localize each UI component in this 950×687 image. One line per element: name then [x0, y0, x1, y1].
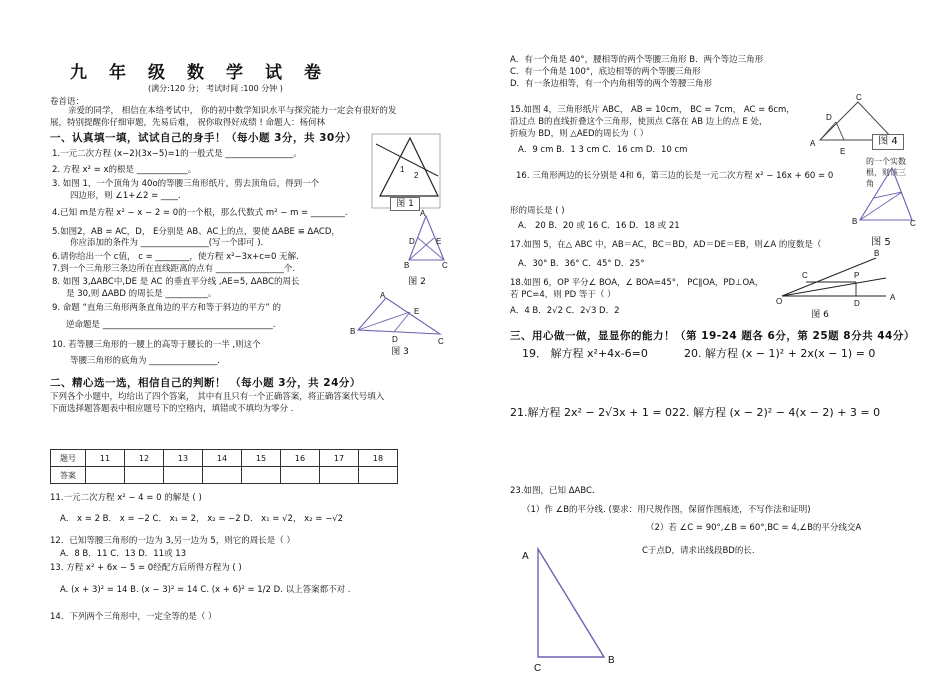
q13-options: A. (x + 3)² = 14 B. (x − 3)² = 14 C. (x + 6)² = 1/2 D. 以上答案都不对 . — [60, 585, 351, 595]
q16-line-2: 形的周长是 ( ) — [510, 206, 565, 216]
figure-4-label-c: C — [856, 93, 862, 102]
table-cell: 15 — [242, 450, 281, 467]
figure-1-cut-line — [376, 144, 438, 176]
answer-cell[interactable] — [86, 467, 125, 484]
figure-3-label-b: B — [350, 327, 356, 336]
figure-6-label-a: A — [890, 293, 896, 302]
q12-options: A．8 B．11 C．13 D．11或 13 — [60, 549, 187, 559]
table-cell: 题号 — [51, 450, 86, 467]
preface-line-1: 亲爱的同学， 相信在本络考试中， 你的初中数学知识水平与探究能力一定会有很好的发 — [68, 106, 397, 116]
q16-options: A． 20 B．20 或 16 C．16 D．18 或 21 — [518, 221, 680, 231]
q23-triangle-diagram — [518, 545, 628, 680]
section3-heading: 三、用心做一做，显显你的能力！（第 19-24 题各 6分，第 25题 8分共 44分） — [510, 330, 915, 342]
q8-line-1: 8. 如图 3,ΔABC中,DE 是 AC 的垂直平分线 ,AE=5, ΔABC的周长 — [52, 277, 300, 287]
figure-6-label-c: C — [802, 271, 808, 280]
q5-line-2: 你应添加的条件为 ________________(写一个即可 ). — [70, 238, 264, 248]
preface-line-2: 展，特别提醒你仔细审题，先易后难， 祝你取得好成绩 ! 命题人：杨何林 — [50, 118, 326, 128]
q12: 12．已知等腰三角形的一边为 3,另一边为 5，则它的周长是（ ） — [50, 536, 295, 546]
q7: 7.到一个三角形三条边所在直线距离的点有 ________________个. — [52, 264, 296, 274]
section1-heading: 一、认真填一填，试试自己的身手！（每小题 3分，共 30分） — [50, 132, 357, 144]
figure-5-caption: 图 5 — [866, 236, 896, 250]
q8-line-2: 是 30,则 ΔABD 的周长是 __________。 — [66, 289, 217, 299]
figure-5-label-b: B — [852, 217, 858, 226]
section2-intro-2: 下面选择题答题表中相应题号下的空格内，填错或不填均为零分 . — [50, 404, 294, 414]
q1: 1.一元二次方程 (x−2)(3x−5)=1的一般式是 ________________。 — [52, 149, 302, 159]
figure-4-label-e: E — [840, 147, 846, 156]
answer-cell[interactable] — [320, 467, 359, 484]
figure-2-label-a: A — [420, 209, 426, 218]
preface-label: 卷首语： — [50, 97, 85, 107]
q13: 13. 方程 x² + 6x − 5 = 0经配方后所得方程为 ( ) — [50, 563, 242, 573]
q18-options: A．4 B．2√2 C．2√3 D．2 — [510, 306, 620, 316]
exam-meta: (满分:120 分； 考试时间 :100 分钟 ) — [148, 84, 283, 93]
figure-4-segment-de — [836, 122, 844, 140]
figure-6-label-o: O — [776, 297, 783, 306]
figure-5-label-c: C — [910, 219, 916, 228]
table-cell: 13 — [164, 450, 203, 467]
figure-3-label-a: A — [380, 291, 386, 300]
table-cell: 12 — [125, 450, 164, 467]
q21: 21.解方程 2x² − 2√3x + 1 = 0 — [510, 406, 673, 419]
figure-3-label-d: D — [392, 335, 398, 344]
q23-label-c: C — [534, 663, 542, 674]
answer-table-header-row — [51, 450, 398, 467]
answer-table — [50, 449, 398, 484]
answer-cell[interactable] — [242, 467, 281, 484]
figure-3-label-e: E — [414, 307, 420, 316]
figure-6-ray-ob — [782, 258, 876, 296]
q10-line-1: 10. 若等腰三角形的一腰上的高等于腰长的一半 ,则这个 — [52, 340, 261, 350]
figure-6-label-p: P — [854, 271, 860, 280]
q20: 20. 解方程 (x − 1)² + 2x(x − 1) = 0 — [684, 347, 876, 360]
figure-4-label-d: D — [826, 113, 832, 122]
table-cell: 16 — [281, 450, 320, 467]
figure-4-label-a: A — [810, 139, 816, 148]
figure-2-caption: 图 2 — [403, 276, 431, 289]
q14: 14．下列两个三角形中，一定全等的是（ ） — [50, 612, 217, 622]
answer-cell[interactable] — [164, 467, 203, 484]
table-cell: 11 — [86, 450, 125, 467]
figure-2-label-d: D — [409, 237, 415, 246]
figure-5-triangle — [860, 168, 912, 220]
figure-1-caption: 图 1 — [390, 197, 420, 211]
q16: 16. 三角形两边的长分别是 4和 6，第三边的长是一元二次方程 x² − 16x + 60 = 0 — [516, 171, 834, 181]
q23: 23.如图，已知 ΔABC． — [510, 486, 601, 496]
figure-1-triangle — [380, 138, 438, 196]
figure-6-label-d: D — [854, 299, 860, 308]
q23-part-1: （1）作 ∠B的平分线. (要求：用尺规作图，保留作图痕迹，不写作法和证明) — [522, 505, 811, 515]
table-cell: 14 — [203, 450, 242, 467]
q11-options: A． x = 2 B． x = −2 C． x₁ = 2， x₂ = −2 D． x₁ = √2， x₂ = −√2 — [60, 514, 344, 524]
figure-1-angle-1: 1 — [400, 165, 405, 174]
table-cell: 18 — [359, 450, 398, 467]
q10-line-2: 等腰三角形的底角为 ________________. — [70, 356, 220, 366]
q4: 4.已知 m是方程 x² − x − 2 = 0的一个根，那么代数式 m² − m = ________. — [52, 208, 348, 218]
figure-2-label-b: B — [404, 261, 410, 270]
figure-1-angle-2: 2 — [414, 171, 419, 180]
q5-line-1: 5.如图2，AB = AC，D， E分别是 AB、AC上的点，要使 ΔABE ≌ ΔACD， — [52, 227, 340, 237]
figure-6-label-b: B — [874, 249, 880, 258]
q15-line-2: 沿过点 B的直线折叠这个三角形，使顶点 C落在 AB 边上的点 E 处， — [510, 117, 768, 127]
answer-cell[interactable] — [359, 467, 398, 484]
q23-part-2: （2）若 ∠C = 90°,∠B = 60°,BC = 4,∠B的平分线交A — [646, 523, 862, 533]
q14-option-c: C．有一个角是 100°，底边相等的两个等腰三角形 — [510, 67, 701, 77]
q15-line-1: 15.如图 4，三角形纸片 ABC， AB = 10cm， BC = 7cm， AC = 6cm， — [510, 105, 795, 115]
q14-option-ab: A．有一个角是 40°，腰相等的两个等腰三角形 B．两个等边三角形 — [510, 55, 764, 65]
q17-options: A．30° B．36° C．45° D．25° — [518, 259, 645, 269]
section2-heading: 二、精心选一选，相信自己的判断！ （每小题 3分，共 24分） — [50, 377, 361, 389]
q17: 17.如图 5，在△ ABC 中，AB＝AC，BC＝BD，AD＝DE＝EB，则∠A 的度数是（ — [510, 240, 822, 250]
q23-label-b: B — [608, 655, 615, 666]
q15-options: A．9 cm B．1 3 cm C．16 cm D．10 cm — [518, 145, 688, 155]
q19: 19． 解方程 x²+4x-6=0 — [522, 347, 648, 360]
q9-line-1: 9. 命题 “直角三角形两条直角边的平方和等于斜边的平方” 的 — [52, 303, 282, 313]
q15-line-3: 折痕为 BD，则 △AED的周长为（ ） — [510, 129, 649, 139]
figure-3-diagram — [350, 292, 446, 347]
q23-part-3: C于点D，请求出线段BD的长. — [642, 546, 755, 556]
q18-line-1: 18.如图 6，OP 平分∠ BOA，∠ BOA=45°， PC∥OA，PD⊥OA， — [510, 278, 764, 288]
figure-2-label-c: C — [442, 261, 448, 270]
exam-title: 九年级数学试卷 — [70, 63, 343, 83]
table-cell: 答案 — [51, 467, 86, 484]
answer-cell[interactable] — [203, 467, 242, 484]
figure-3-caption: 图 3 — [386, 346, 414, 359]
q9-line-2: 逆命题是 ________________________________________. — [66, 320, 276, 330]
figure-6-caption: 图 6 — [806, 309, 834, 321]
answer-cell[interactable] — [281, 467, 320, 484]
q18-line-2: 若 PC=4，则 PD 等于（ ） — [510, 290, 616, 300]
q2: 2. 方程 x² = x的根是 ____________。 — [52, 165, 197, 175]
q16-tail: 的一个实数根，则该三角 — [866, 157, 906, 188]
figure-3-label-c: C — [438, 337, 444, 346]
section2-intro-1: 下列各个小题中，均给出了四个答案， 其中有且只有一个正确答案，将正确答案代号填入 — [50, 392, 385, 402]
q6: 6.请你给出一个 c值， c = ________，使方程 x²−3x+c=0 无解． — [52, 252, 305, 262]
q3-line-1: 3. 如图 1，一个顶角为 40o的等腰三角形纸片，剪去顶角后，得到一个 — [52, 179, 320, 189]
figure-4-fold — [820, 122, 836, 140]
q22: 22. 解方程 (x − 2)² − 4(x − 2) + 3 = 0 — [672, 406, 881, 419]
q14-option-d: D．有一条边相等，有一个内角相等的两个等腰三角形 — [510, 79, 713, 89]
figure-4-caption: 图 4 — [872, 134, 904, 150]
q23-triangle — [538, 549, 604, 657]
answer-table-answer-row — [51, 467, 398, 484]
q11: 11.一元二次方程 x² − 4 = 0 的解是 ( ) — [50, 493, 202, 503]
q23-label-a: A — [522, 551, 529, 562]
table-cell: 17 — [320, 450, 359, 467]
figure-2-label-e: E — [436, 237, 442, 246]
q3-line-2: 四边形，则 ∠1+∠2 = ____. — [70, 191, 181, 201]
figure-2-diagram — [404, 210, 450, 268]
answer-cell[interactable] — [125, 467, 164, 484]
figure-6-diagram — [776, 248, 906, 318]
figure-5-diagram — [852, 164, 916, 226]
figure-6-bisector-op — [782, 278, 886, 296]
